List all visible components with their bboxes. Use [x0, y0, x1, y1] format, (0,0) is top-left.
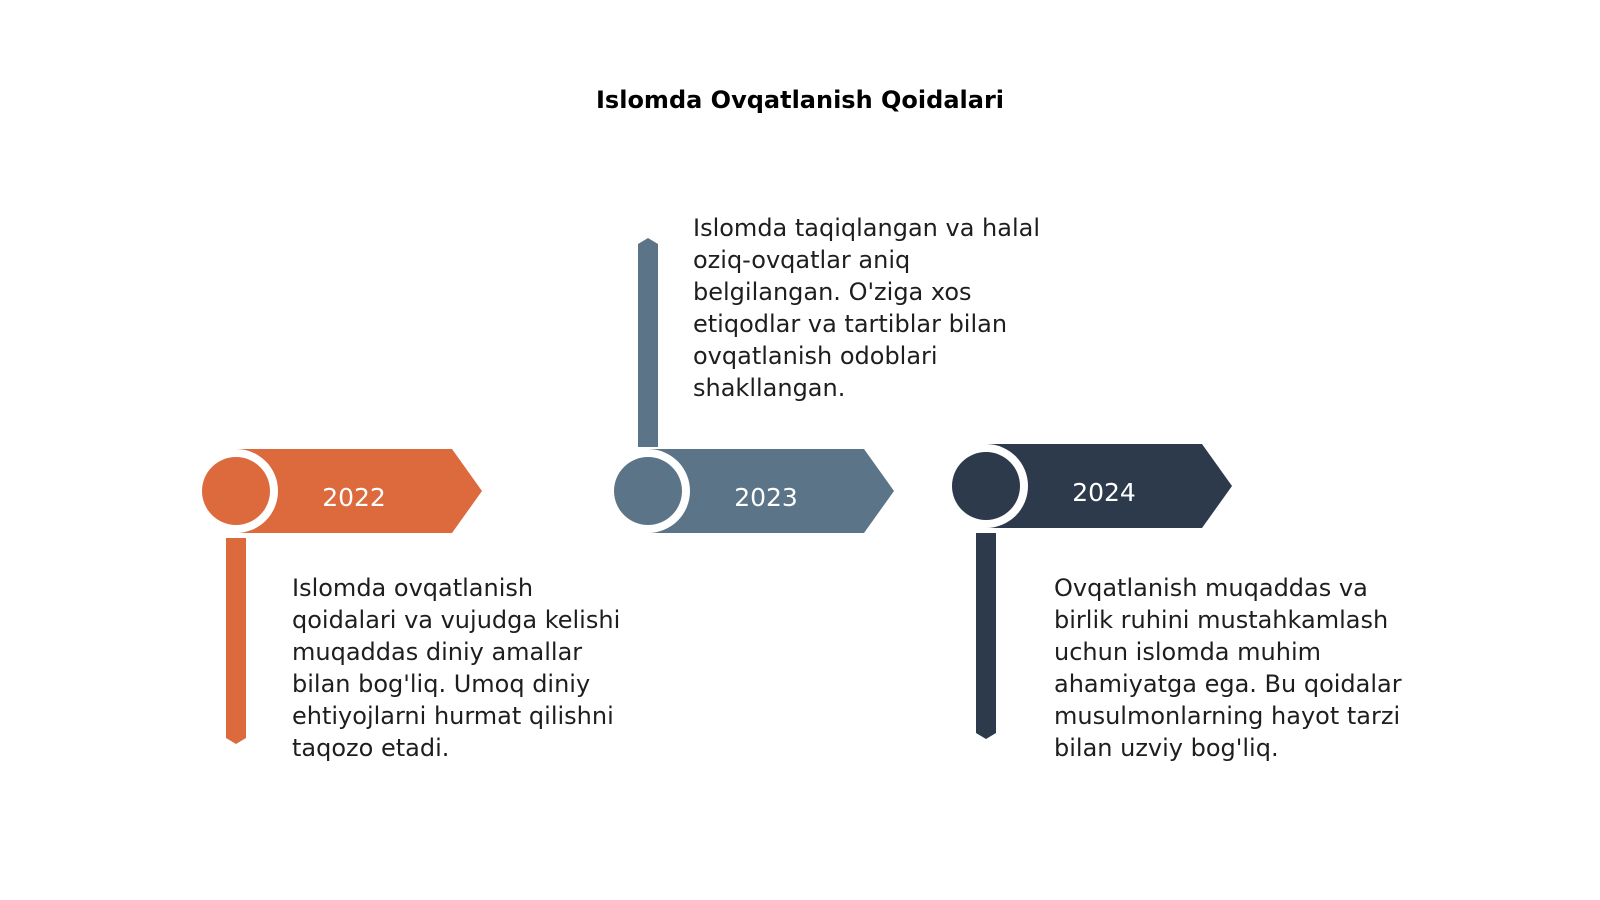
stage-2023-dot — [614, 457, 682, 525]
stage-2023-description: Islomda taqiqlangan va halal oziq-ovqatlar aniq belgilangan. O'ziga xos etiqodlar va tartiblar bilan ovqatlanish odoblari shakllangan. — [693, 214, 1041, 402]
stage-2022-dot — [202, 457, 270, 525]
stage-2022-stem — [226, 538, 246, 744]
stage-2024-description: Ovqatlanish muqaddas va birlik ruhini mustahkamlash uchun islomda muhim ahamiyatga ega. Bu qoidalar musulmonlarning hayot tarzi bilan uzviy bog'liq. — [1054, 574, 1402, 762]
year-label-2024: 2024 — [1072, 478, 1136, 507]
year-label-2022: 2022 — [322, 483, 386, 512]
diagram-title: Islomda Ovqatlanish Qoidalari — [596, 86, 1004, 114]
year-label-2023: 2023 — [734, 483, 798, 512]
stage-2024-stem — [976, 533, 996, 739]
stage-2023-stem — [638, 238, 658, 447]
stage-2022-description: Islomda ovqatlanish qoidalari va vujudga kelishi muqaddas diniy amallar bilan bog'liq. Umoq diniy ehtiyojlarni hurmat qilishni taqozo etadi. — [292, 574, 621, 762]
stage-2024-dot — [952, 452, 1020, 520]
